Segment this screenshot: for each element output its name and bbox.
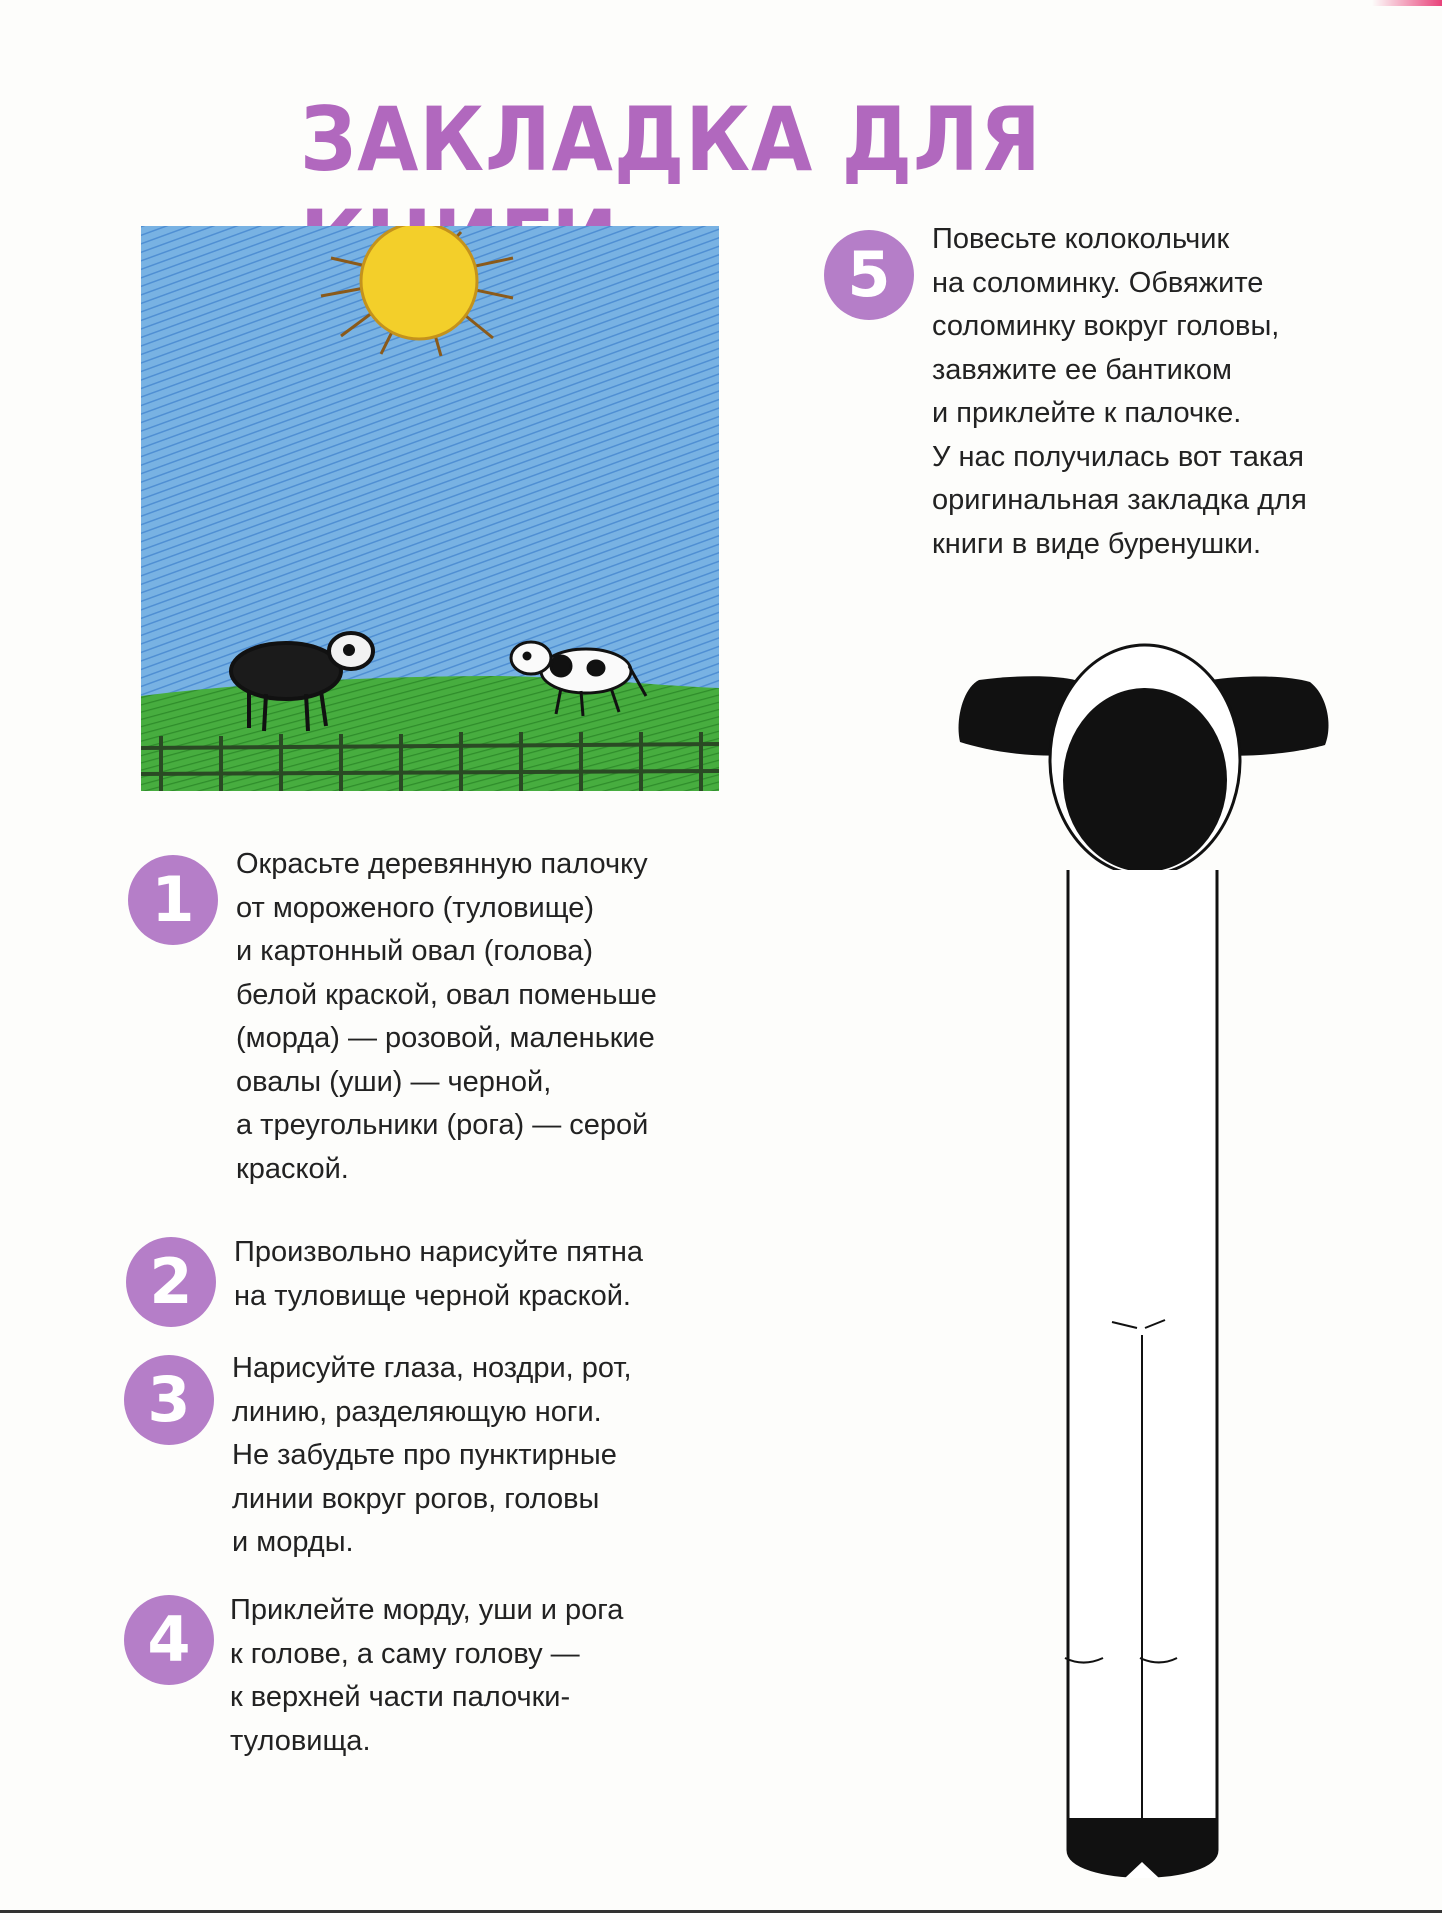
step-text: Приклейте морду, уши и рога к голове, а саму голову — к верхней части палочки- туловища.	[230, 1594, 624, 1757]
cow-bookmark-template	[955, 640, 1335, 1890]
step-number-badge: 3	[124, 1355, 214, 1445]
corner-color-strip	[1372, 0, 1442, 6]
child-drawing-illustration	[141, 226, 719, 791]
page-title: ЗАКЛАДКА ДЛЯ	[300, 88, 1042, 191]
step-text: Произвольно нарисуйте пятна на туловище черной краской.	[234, 1236, 644, 1312]
step-text: Окрасьте деревянную палочку от мороженого (туловище) и картонный овал (голова) белой краской, овал поменьше (морда) — розовой, маленькие овалы (уши) — черной, а треугольники (рога) — серой краской.	[236, 848, 657, 1185]
step-number-badge: 5	[824, 230, 914, 320]
muzzle	[1063, 688, 1227, 872]
step-number-badge: 4	[124, 1595, 214, 1685]
step-text: Повесьте колокольчик на соломинку. Обвяжите соломинку вокруг головы, завяжите ее бантиком и приклейте к палочке. У нас получилась вот такая оригинальная закладка для книги в виде буренушки.	[932, 223, 1307, 560]
step-number-badge: 1	[128, 855, 218, 945]
step-number-badge: 2	[126, 1237, 216, 1327]
step-text: Нарисуйте глаза, ноздри, рот, линию, разделяющую ноги. Не забудьте про пунктирные линии вокруг рогов, головы и морды.	[232, 1352, 632, 1558]
